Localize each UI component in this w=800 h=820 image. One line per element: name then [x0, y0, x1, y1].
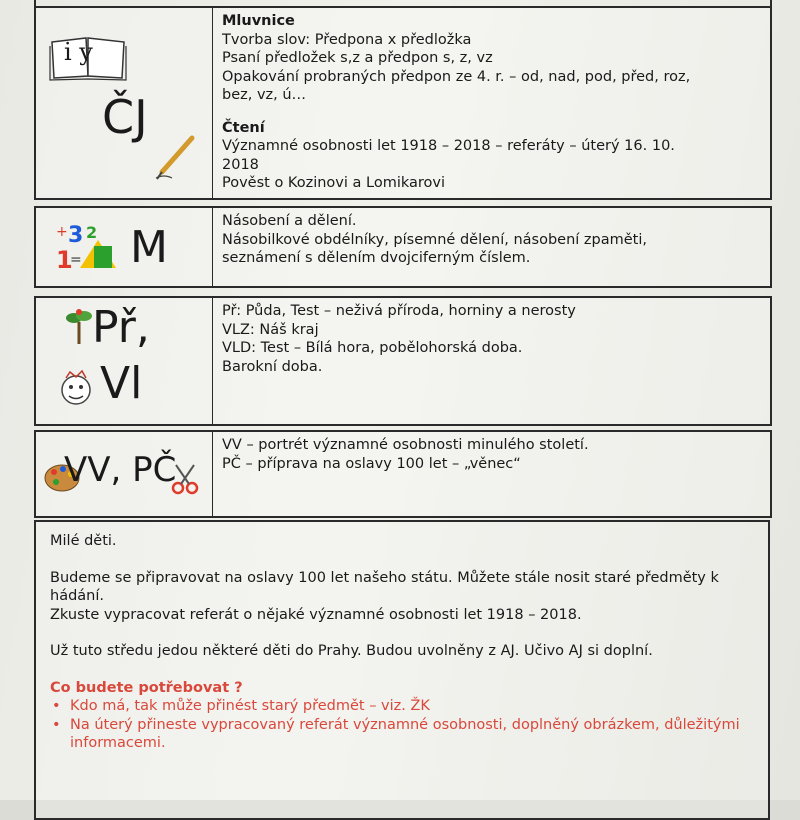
subject-row-vv-pc: [34, 430, 772, 518]
subject-row-cj: [34, 6, 772, 200]
needs-heading: Co budete potřebovat ?: [50, 679, 243, 696]
content-line: VLZ: Náš kraj: [222, 321, 319, 338]
bullet-icon: •: [52, 698, 61, 714]
pen-icon: [154, 134, 198, 182]
section-heading-grammar: Mluvnice: [222, 13, 295, 29]
content-line: VV – portrét významné osobnosti minulého století.: [222, 437, 589, 453]
subject-label-vl: Vl: [100, 358, 143, 409]
content-line: VLD: Test – Bílá hora, pobělohorská doba.: [222, 340, 523, 356]
content-line: 2018: [222, 156, 259, 173]
subject-row-pr-vl: [34, 296, 772, 426]
subject-icon-cell: [36, 432, 213, 516]
subject-content-m: [214, 208, 770, 286]
subject-label-cj: ČJ: [102, 90, 148, 144]
content-line: Př: Půda, Test – neživá příroda, horniny a nerosty: [222, 303, 576, 319]
svg-text:=: =: [70, 252, 82, 268]
needs-list-item: [50, 697, 754, 716]
content-line: Opakování probraných předpon ze 4. r. – od, nad, pod, před, roz,: [222, 68, 691, 85]
svg-text:2: 2: [86, 223, 98, 242]
subject-row-m: [34, 206, 772, 288]
message-paragraph: Zkuste vypracovat referát o nějaké významné osobnosti let 1918 – 2018.: [50, 606, 582, 623]
content-line: Pověst o Kozinovi a Lomikarovi: [222, 175, 446, 191]
content-line: PČ – příprava na oslavy 100 let – „věnec“: [222, 455, 521, 472]
subject-content-pr-vl: [214, 298, 770, 424]
greeting: Milé děti.: [50, 533, 117, 549]
face-doodle-icon: [58, 368, 94, 408]
content-line: Tvorba slov: Předpona x předložka: [222, 31, 472, 48]
content-line: Barokní doba.: [222, 358, 323, 375]
svg-text:3: 3: [68, 223, 84, 248]
needs-list-item: [50, 716, 754, 753]
needs-item-text: Na úterý přineste vypracovaný referát významné osobnosti, doplněný obrázkem, důležitými informacemi.: [70, 716, 740, 751]
subject-content-cj: [214, 8, 770, 198]
content-line: Významné osobnosti let 1918 – 2018 – referáty – úterý 16. 10.: [222, 138, 675, 154]
subject-content-vv-pc: [214, 432, 770, 516]
svg-text:1: 1: [56, 246, 73, 274]
content-line: Násobení a dělení.: [222, 213, 357, 229]
message-paragraph: Už tuto středu jedou některé děti do Prahy. Budou uvolněny z AJ. Učivo AJ si doplní.: [50, 643, 653, 659]
section-heading-reading: Čtení: [222, 119, 265, 136]
content-line: Psaní předložek s,z a předpon s, z, vz: [222, 50, 493, 66]
plant-icon: [64, 306, 94, 346]
content-line: bez, vz, ú…: [222, 87, 307, 103]
book-letters: i y: [64, 38, 93, 66]
subject-label-m: M: [130, 222, 168, 273]
needs-item-text: Kdo má, tak může přinést starý předmět – viz. ŽK: [70, 698, 430, 714]
subject-label-pr: Př,: [92, 302, 150, 353]
content-line: seznámení s dělením dvojciferným číslem.: [222, 250, 531, 266]
subject-icon-cell: [36, 298, 213, 424]
subject-icon-cell: [36, 208, 213, 286]
bullet-icon: •: [52, 716, 61, 733]
svg-text:+: +: [56, 224, 68, 240]
scissors-icon: [170, 462, 200, 496]
content-line: Násobilkové obdélníky, písemné dělení, násobení zpaměti,: [222, 231, 647, 248]
subject-label-vv-pc: VV, PČ: [64, 450, 177, 490]
subject-icon-cell: [36, 8, 213, 198]
message-paragraph: Budeme se připravovat na oslavy 100 let našeho státu. Můžete stále nosit staré předměty k hádání.: [50, 569, 719, 604]
math-shapes-icon: [54, 216, 134, 276]
message-box: [34, 520, 770, 820]
